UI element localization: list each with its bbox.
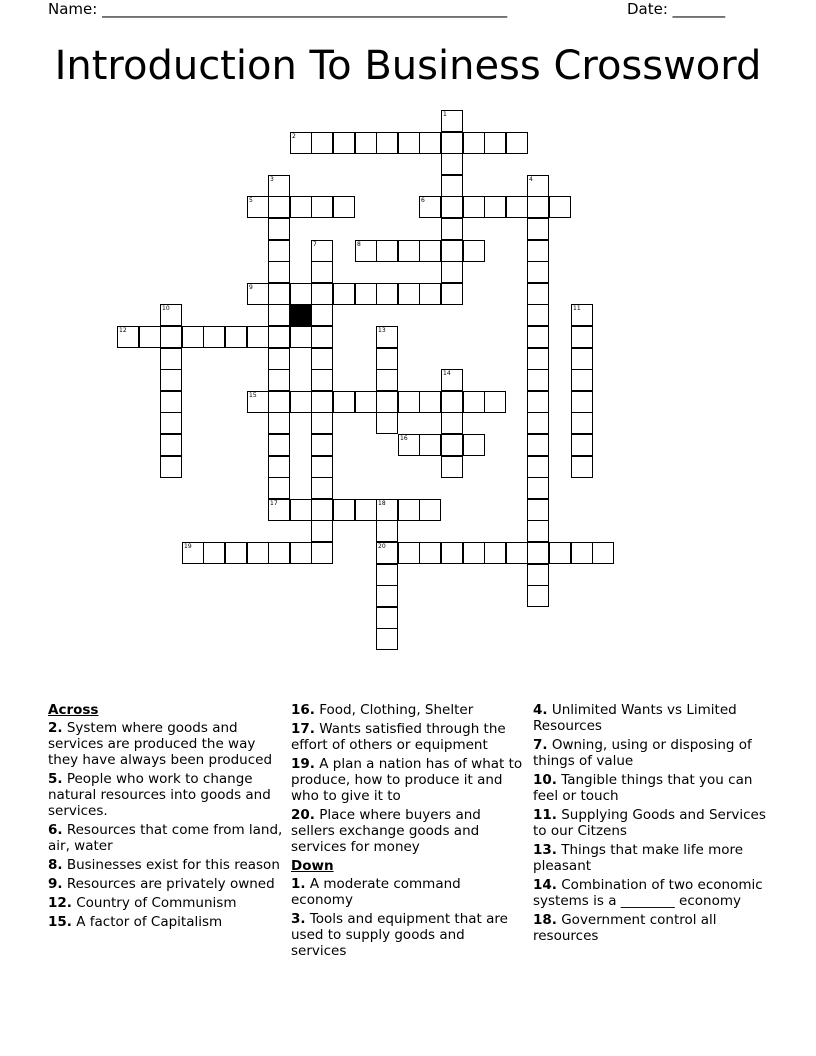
crossword-cell[interactable] xyxy=(506,132,528,154)
crossword-cell[interactable] xyxy=(527,240,549,262)
crossword-cell[interactable] xyxy=(311,326,333,348)
crossword-cell[interactable] xyxy=(527,369,549,391)
crossword-cell[interactable] xyxy=(398,542,420,564)
clue-across-6: 6. Resources that come from land, air, water xyxy=(48,822,283,854)
clue-down-13: 13. Things that make life more pleasant xyxy=(533,842,744,874)
crossword-cell[interactable] xyxy=(376,391,398,413)
crossword-cell[interactable] xyxy=(441,153,463,175)
crossword-cell[interactable] xyxy=(117,326,139,348)
crossword-cell[interactable] xyxy=(376,240,398,262)
crossword-cell[interactable] xyxy=(419,132,441,154)
crossword-cell[interactable] xyxy=(160,326,182,348)
crossword-cell[interactable] xyxy=(311,132,333,154)
crossword-cell[interactable] xyxy=(441,132,463,154)
crossword-cell[interactable] xyxy=(484,542,506,564)
clue-across-9: 9. Resources are privately owned xyxy=(48,876,275,892)
crossword-cell[interactable] xyxy=(182,326,204,348)
crossword-cell[interactable] xyxy=(441,240,463,262)
crossword-cell[interactable] xyxy=(160,456,182,478)
crossword-cell[interactable] xyxy=(311,477,333,499)
crossword-cell[interactable] xyxy=(268,283,290,305)
crossword-cell[interactable] xyxy=(376,520,398,542)
crossword-cell[interactable] xyxy=(419,240,441,262)
clue-number: 3 xyxy=(270,176,274,183)
crossword-cell[interactable] xyxy=(311,261,333,283)
clue-down-14: 14. Combination of two economic systems is a ________ economy xyxy=(533,877,763,909)
crossword-cell[interactable] xyxy=(355,283,377,305)
clue-down-3: 3. Tools and equipment that are used to supply goods and services xyxy=(291,911,508,959)
crossword-cell[interactable] xyxy=(463,434,485,456)
crossword-cell[interactable] xyxy=(290,283,312,305)
crossword-cell[interactable] xyxy=(290,132,312,154)
crossword-cell[interactable] xyxy=(268,369,290,391)
crossword-cell[interactable] xyxy=(527,520,549,542)
crossword-cell[interactable] xyxy=(527,456,549,478)
crossword-cell[interactable] xyxy=(160,348,182,370)
crossword-cell[interactable] xyxy=(527,477,549,499)
crossword-cell[interactable] xyxy=(160,369,182,391)
crossword-cell[interactable] xyxy=(484,196,506,218)
crossword-cell[interactable] xyxy=(441,261,463,283)
crossword-cell[interactable] xyxy=(160,391,182,413)
crossword-cell[interactable] xyxy=(376,348,398,370)
crossword-cell[interactable] xyxy=(311,348,333,370)
crossword-cell[interactable] xyxy=(290,196,312,218)
crossword-cell[interactable] xyxy=(441,369,463,391)
clue-number: 4 xyxy=(529,176,533,183)
crossword-cell[interactable] xyxy=(225,326,247,348)
down-heading: Down xyxy=(291,858,334,874)
crossword-cell[interactable] xyxy=(160,412,182,434)
crossword-cell[interactable] xyxy=(419,542,441,564)
crossword-cell[interactable] xyxy=(311,369,333,391)
crossword-cell[interactable] xyxy=(333,196,355,218)
date-field-label: Date: _______ xyxy=(627,0,726,18)
crossword-cell[interactable] xyxy=(527,499,549,521)
clue-down-7: 7. Owning, using or disposing of things of value xyxy=(533,737,752,769)
crossword-cell[interactable] xyxy=(376,369,398,391)
crossword-cell[interactable] xyxy=(311,304,333,326)
crossword-cell[interactable] xyxy=(571,456,593,478)
crossword-cell[interactable] xyxy=(268,477,290,499)
crossword-cell[interactable] xyxy=(463,391,485,413)
clue-across-20: 20. Place where buyers and sellers exchange goods and services for money xyxy=(291,807,481,855)
crossword-cell[interactable] xyxy=(571,304,593,326)
crossword-cell[interactable] xyxy=(376,628,398,650)
crossword-cell[interactable] xyxy=(268,412,290,434)
crossword-cell[interactable] xyxy=(441,391,463,413)
crossword-cell[interactable] xyxy=(527,564,549,586)
clue-across-2: 2. System where goods and services are produced the way they have always been produced xyxy=(48,720,273,768)
crossword-cell[interactable] xyxy=(203,326,225,348)
clue-across-12: 12. Country of Communism xyxy=(48,895,237,911)
crossword-cell[interactable] xyxy=(441,456,463,478)
crossword-cell[interactable] xyxy=(311,196,333,218)
crossword-cell[interactable] xyxy=(268,218,290,240)
crossword-cell[interactable] xyxy=(419,434,441,456)
crossword-cell[interactable] xyxy=(419,391,441,413)
crossword-cell[interactable] xyxy=(247,196,269,218)
crossword-cell[interactable] xyxy=(527,283,549,305)
clue-number: 18 xyxy=(378,500,386,507)
crossword-cell[interactable] xyxy=(441,110,463,132)
crossword-cell[interactable] xyxy=(419,283,441,305)
crossword-cell[interactable] xyxy=(333,132,355,154)
clue-number: 5 xyxy=(249,197,253,204)
crossword-cell[interactable] xyxy=(268,326,290,348)
crossword-cell[interactable] xyxy=(419,499,441,521)
crossword-cell[interactable] xyxy=(398,434,420,456)
crossword-cell[interactable] xyxy=(463,132,485,154)
crossword-cell[interactable] xyxy=(527,434,549,456)
crossword-cell[interactable] xyxy=(290,499,312,521)
clue-across-17: 17. Wants satisfied through the effort of others or equipment xyxy=(291,721,506,753)
crossword-cell[interactable] xyxy=(376,499,398,521)
crossword-cell[interactable] xyxy=(592,542,614,564)
crossword-cell[interactable] xyxy=(247,542,269,564)
crossword-cell[interactable] xyxy=(333,499,355,521)
crossword-cell[interactable] xyxy=(571,391,593,413)
crossword-cell[interactable] xyxy=(311,240,333,262)
clue-across-19: 19. A plan a nation has of what to produce, how to produce it and who to give it to xyxy=(291,756,523,804)
clue-number: 6 xyxy=(421,197,425,204)
clue-number: 2 xyxy=(292,133,296,140)
crossword-cell[interactable] xyxy=(268,391,290,413)
crossword-cell[interactable] xyxy=(376,283,398,305)
crossword-cell[interactable] xyxy=(160,304,182,326)
crossword-cell[interactable] xyxy=(182,542,204,564)
crossword-cell[interactable] xyxy=(376,585,398,607)
crossword-cell[interactable] xyxy=(311,434,333,456)
clue-number: 1 xyxy=(443,111,447,118)
clue-down-11: 11. Supplying Goods and Services to our Citzens xyxy=(533,807,766,839)
clue-number: 15 xyxy=(249,392,257,399)
crossword-cell[interactable] xyxy=(441,542,463,564)
crossword-cell[interactable] xyxy=(527,348,549,370)
crossword-cell[interactable] xyxy=(463,240,485,262)
crossword-cell[interactable] xyxy=(268,542,290,564)
clues-column-1 xyxy=(48,702,284,933)
crossword-cell[interactable] xyxy=(376,564,398,586)
crossword-cell[interactable] xyxy=(247,283,269,305)
crossword-cell[interactable] xyxy=(290,542,312,564)
crossword-cell[interactable] xyxy=(527,412,549,434)
crossword-cell[interactable] xyxy=(571,412,593,434)
clue-number: 12 xyxy=(119,327,127,334)
clue-across-15: 15. A factor of Capitalism xyxy=(48,914,223,930)
crossword-cell[interactable] xyxy=(571,542,593,564)
clue-across-5: 5. People who work to change natural resources into goods and services. xyxy=(48,771,271,819)
crossword-cell[interactable] xyxy=(398,132,420,154)
crossword-cell[interactable] xyxy=(571,434,593,456)
crossword-cell[interactable] xyxy=(571,369,593,391)
crossword-cell[interactable] xyxy=(463,542,485,564)
crossword-cell[interactable] xyxy=(333,283,355,305)
across-heading: Across xyxy=(48,702,99,718)
crossword-cell[interactable] xyxy=(355,240,377,262)
crossword-cell[interactable] xyxy=(247,391,269,413)
clue-down-1: 1. A moderate command economy xyxy=(291,876,461,908)
crossword-cell[interactable] xyxy=(268,240,290,262)
crossword-cell[interactable] xyxy=(311,499,333,521)
crossword-cell[interactable] xyxy=(376,607,398,629)
crossword-cell[interactable] xyxy=(268,304,290,326)
crossword-cell[interactable] xyxy=(376,132,398,154)
crossword-cell[interactable] xyxy=(506,542,528,564)
crossword-cell[interactable] xyxy=(527,326,549,348)
crossword-cell[interactable] xyxy=(268,196,290,218)
crossword-cell[interactable] xyxy=(571,326,593,348)
clue-down-18: 18. Government control all resources xyxy=(533,912,717,944)
crossword-cell[interactable] xyxy=(527,585,549,607)
clue-number: 19 xyxy=(184,543,192,550)
crossword-cell[interactable] xyxy=(311,391,333,413)
crossword-cell[interactable] xyxy=(398,240,420,262)
crossword-cell[interactable] xyxy=(441,175,463,197)
crossword-cell[interactable] xyxy=(355,499,377,521)
crossword-cell[interactable] xyxy=(527,391,549,413)
clue-down-4: 4. Unlimited Wants vs Limited Resources xyxy=(533,702,737,734)
crossword-cell[interactable] xyxy=(527,218,549,240)
crossword-cell[interactable] xyxy=(441,412,463,434)
clue-across-16: 16. Food, Clothing, Shelter xyxy=(291,702,474,718)
crossword-cell[interactable] xyxy=(203,542,225,564)
crossword-cell[interactable] xyxy=(268,434,290,456)
crossword-cell[interactable] xyxy=(225,542,247,564)
crossword-cell[interactable] xyxy=(441,218,463,240)
blocked-cell xyxy=(290,304,312,326)
clues-column-2 xyxy=(291,702,523,962)
crossword-cell[interactable] xyxy=(571,348,593,370)
clue-number: 8 xyxy=(357,241,361,248)
crossword-cell[interactable] xyxy=(311,283,333,305)
crossword-cell[interactable] xyxy=(484,132,506,154)
crossword-cell[interactable] xyxy=(527,542,549,564)
crossword-cell[interactable] xyxy=(355,391,377,413)
crossword-cell[interactable] xyxy=(398,283,420,305)
clue-number: 13 xyxy=(378,327,386,334)
crossword-cell[interactable] xyxy=(268,499,290,521)
clue-number: 7 xyxy=(313,241,317,248)
crossword-cell[interactable] xyxy=(441,283,463,305)
crossword-cell[interactable] xyxy=(268,261,290,283)
crossword-cell[interactable] xyxy=(247,326,269,348)
clue-number: 9 xyxy=(249,284,253,291)
name-field-label: Name: ______________________________________________________ xyxy=(48,0,508,18)
crossword-cell[interactable] xyxy=(463,196,485,218)
crossword-cell[interactable] xyxy=(484,391,506,413)
clue-down-10: 10. Tangible things that you can feel or touch xyxy=(533,772,753,804)
crossword-cell[interactable] xyxy=(311,542,333,564)
clue-number: 11 xyxy=(573,305,581,312)
crossword-cell[interactable] xyxy=(290,391,312,413)
crossword-cell[interactable] xyxy=(527,196,549,218)
crossword-cell[interactable] xyxy=(311,412,333,434)
crossword-cell[interactable] xyxy=(398,391,420,413)
crossword-cell[interactable] xyxy=(376,412,398,434)
crossword-cell[interactable] xyxy=(398,499,420,521)
crossword-cell[interactable] xyxy=(268,348,290,370)
page-title: Introduction To Business Crossword xyxy=(54,43,762,89)
crossword-cell[interactable] xyxy=(549,542,571,564)
clue-across-8: 8. Businesses exist for this reason xyxy=(48,857,280,873)
crossword-cell[interactable] xyxy=(311,456,333,478)
crossword-cell[interactable] xyxy=(376,542,398,564)
crossword-cell[interactable] xyxy=(376,326,398,348)
crossword-cell[interactable] xyxy=(268,456,290,478)
crossword-cell[interactable] xyxy=(333,391,355,413)
crossword-cell[interactable] xyxy=(290,326,312,348)
crossword-cell[interactable] xyxy=(160,434,182,456)
clue-number: 17 xyxy=(270,500,278,507)
crossword-cell[interactable] xyxy=(527,261,549,283)
crossword-cell[interactable] xyxy=(506,196,528,218)
crossword-cell[interactable] xyxy=(139,326,161,348)
clue-number: 16 xyxy=(400,435,408,442)
crossword-cell[interactable] xyxy=(441,196,463,218)
clue-number: 10 xyxy=(162,305,170,312)
clue-number: 14 xyxy=(443,370,451,377)
crossword-cell[interactable] xyxy=(441,434,463,456)
crossword-cell[interactable] xyxy=(527,175,549,197)
crossword-cell[interactable] xyxy=(419,196,441,218)
crossword-cell[interactable] xyxy=(549,196,571,218)
clue-number: 20 xyxy=(378,543,386,550)
crossword-cell[interactable] xyxy=(268,175,290,197)
crossword-cell[interactable] xyxy=(311,520,333,542)
crossword-cell[interactable] xyxy=(355,132,377,154)
crossword-cell[interactable] xyxy=(527,304,549,326)
clues-column-3 xyxy=(533,702,769,947)
